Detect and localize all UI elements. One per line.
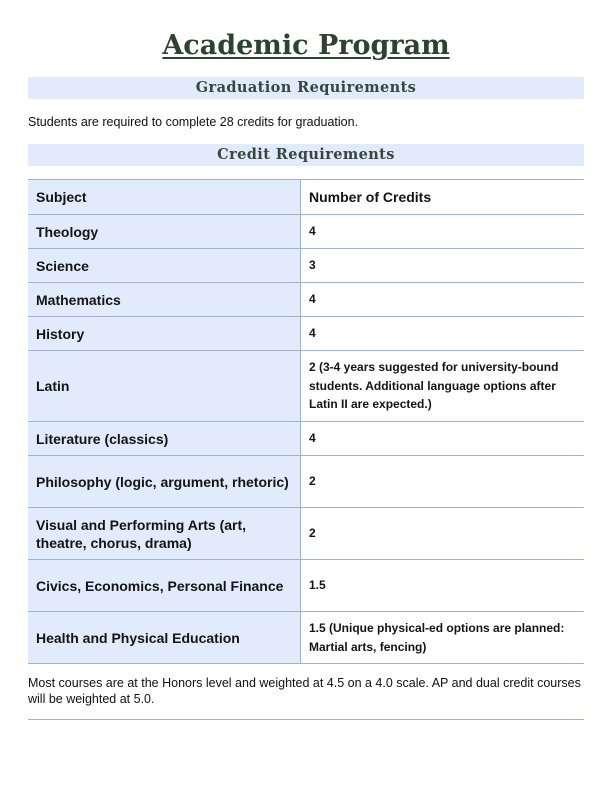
credits-cell: 1.5	[301, 560, 585, 612]
bottom-divider	[28, 719, 584, 720]
weighting-note-text: Most courses are at the Honors level and weighted at 4.5 on a 4.0 scale. AP and dual credit courses will be weighted at 5.0.	[28, 676, 581, 706]
subject-cell: Philosophy (logic, argument, rhetoric)	[28, 456, 301, 508]
table-row	[28, 351, 584, 422]
subject-cell: Visual and Performing Arts (art, theatre, chorus, drama)	[28, 508, 301, 560]
graduation-intro-text: Students are required to complete 28 credits for graduation.	[28, 115, 359, 129]
credits-cell: 4	[301, 317, 585, 351]
credits-cell: 2	[301, 456, 585, 508]
header-subject: Subject	[28, 180, 301, 215]
credit-requirements-table	[28, 179, 584, 664]
table-row	[28, 283, 584, 317]
page-title: Academic Program	[162, 30, 450, 61]
section-heading-graduation: Graduation Requirements	[28, 77, 584, 99]
subject-cell: Literature (classics)	[28, 422, 301, 456]
table-row	[28, 317, 584, 351]
subject-cell: History	[28, 317, 301, 351]
table-row	[28, 215, 584, 249]
credits-cell: 3	[301, 249, 585, 283]
credits-cell: 4	[301, 215, 585, 249]
table-row	[28, 612, 584, 664]
table-row	[28, 508, 584, 560]
credits-cell: 2 (3-4 years suggested for university-bound students. Additional language options after Latin II are expected.)	[301, 351, 585, 422]
subject-cell: Science	[28, 249, 301, 283]
subject-cell: Latin	[28, 351, 301, 422]
subject-cell: Mathematics	[28, 283, 301, 317]
table-row	[28, 249, 584, 283]
credits-cell: 4	[301, 422, 585, 456]
credits-cell: 1.5 (Unique physical-ed options are planned: Martial arts, fencing)	[301, 612, 585, 664]
credits-cell: 4	[301, 283, 585, 317]
table-row	[28, 456, 584, 508]
credits-cell: 2	[301, 508, 585, 560]
subject-cell: Civics, Economics, Personal Finance	[28, 560, 301, 612]
table-header-row	[28, 180, 584, 215]
subject-cell: Theology	[28, 215, 301, 249]
header-credits: Number of Credits	[301, 180, 585, 215]
table-row	[28, 422, 584, 456]
table-row	[28, 560, 584, 612]
section-heading-credits: Credit Requirements	[28, 144, 584, 166]
subject-cell: Health and Physical Education	[28, 612, 301, 664]
